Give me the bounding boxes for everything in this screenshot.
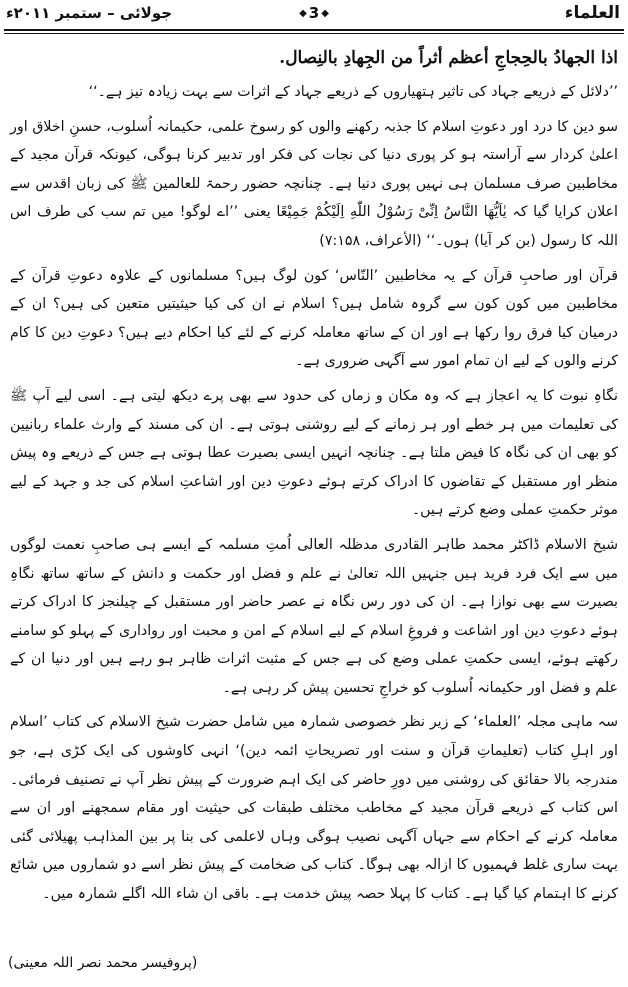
paragraph-dawah: سو دین کا درد اور دعوتِ اسلام کا جذبہ رکھنے والوں کو رسوخ علمی، حکیمانہ اُسلوب، حسنِ اخلاق اور اعلیٰ کردار سے آراستہ ہو کر پوری دنیا کی نجات کی فکر اور تدبیر کرنا ہوگی، کیونکہ قرآن مجید کے مخاطبین صرف مسلمان ہی نہیں پوری دنیا ہے۔ چنانچہ حضور رحمۃ للعالمین ﷺ کی زبان اقدس سے اعلان کرایا گیا کہ یٰاَیُّهَا النَّاسُ اِنِّیْ رَسُوْلُ اللّٰهِ اِلَیْكُمْ جَمِیْعًا یعنی ’’اے لوگو! میں تم سب کی طرف اس اللہ کا رسول (بن کر آیا) ہوں۔‘‘ (الأعراف، ۷:۱۵۸) (10, 118, 618, 249)
arabic-quote-heading: اذا الجهادُ بالحِجاجِ أعظم أثراً من الجِهادِ بالنِصال. (279, 48, 618, 68)
paragraph-shaykh: شیخ الاسلام ڈاکٹر محمد طاہر القادری مدظلہ العالی اُمتِ مسلمہ کے ایسے ہی صاحبِ نعمت لوگوں میں سے ایک فرد فرید ہیں جنہیں اللہ تعالیٰ نے علم و فضل اور حکمت و دانش کے ساتھ ساتھ نگاہِ بصیرت سے بھی نوازا ہے۔ ان کی دور رس نگاہ نے عصر حاضر اور مستقبل کے چیلنجز کا ادراک کرتے ہوئے دعوتِ دین اور اشاعت و فروغِ اسلام کے لیے اسلام کے امن و محبت اور رواداری کے پہلو کو سامنے رکھتے ہوئے، ایسی حکمتِ عملی وضع کی ہے جس کے مثبت اثرات ظاہر ہو رہے ہیں اور دنیا ان کے علم و فضل اور حکیمانہ اُسلوب کو خراجِ تحسین پیش کر رہی ہے۔ (10, 536, 618, 696)
paragraph-translation: ’’دلائل کے ذریعے جہاد کی تاثیر ہتھیاروں کے ذریعے جہاد کے اثرات سے بہت زیادہ تیز ہے۔‘‘ (88, 84, 618, 100)
issue-date: جولائی – ستمبر ۲۰۱۱ء (6, 4, 173, 22)
article-body (10, 40, 618, 915)
paragraph-prophethood: نگاہِ نبوت کا یہ اعجاز ہے کہ وہ مکان و زماں کی حدود سے بھی پرے دیکھ لیتی ہے۔ اسی لیے آپ ﷺ کی تعلیمات میں ہر خطے اور ہر زمانے کے لیے روشنی ہوتی ہے۔ ان کی مسند کے وارث علماء ربانیین کو بھی ان کی نگاہ کا فیض ملتا ہے۔ چنانچہ انہیں ایسی بصیرت عطا ہوتی ہے جس کے ذریعے وہ پیش منظر اور مستقبل کے تقاضوں کا ادراک کرتے ہوئے دعوتِ دین اور اشاعتِ اسلام کی جد و جہد کے لیے موثر حکمتِ عملی وضع کرتے ہیں۔ (10, 387, 618, 519)
page-header (0, 0, 628, 32)
page-number: ◆ 3 ◆ (296, 4, 332, 28)
author-signature: (پروفیسر محمد نصر اللہ معینی) (8, 955, 198, 971)
header-rule-thin (4, 33, 624, 34)
journal-title: العلماء (564, 3, 620, 23)
header-rule (4, 29, 624, 31)
paragraph-audience: قرآن اور صاحبِ قرآن کے یہ مخاطبین ’النّاس‘ کون لوگ ہیں؟ مسلمانوں کے علاوہ دعوتِ قرآن کے مخاطبین میں کون کون سے گروہ شامل ہیں؟ اسلام نے ان کی کیا حیثیتیں متعین کی ہیں؟ ان کے درمیان کیا فرق روا رکھا ہے اور ان کے ساتھ معاملہ کرنے کے لئے کیا احکام دیے ہیں؟ دعوتِ دین کا کام کرنے والوں کے لیے ان تمام امور سے آگہی ضروری ہے۔ (10, 267, 618, 370)
paragraph-journal: سہ ماہی مجلہ ’العلماء‘ کے زیر نظر خصوصی شمارہ میں شامل حضرت شیخ الاسلام کی کتاب ’اسلام اور اہلِ کتاب (تعلیماتِ قرآن و سنت اور تصریحاتِ ائمہ دین)‘ انہی کاوشوں کی ایک کڑی ہے، جو مندرجہ بالا حقائق کی روشنی میں دورِ حاضر کی ایک اہم ضرورت کے پیش نظر آپ نے تصنیف فرمائی۔ اس کتاب کے ذریعے قرآن مجید کے مخاطب مختلف طبقات کی حیثیت اور مقام سمجھنے اور ان سے معاملہ کرنے کے احکام سے جہاں آگہی نصیب ہوگی وہاں لاعلمی کی بنا پر بین المذاہب پھیلائی گئی بہت ساری غلط فہمیوں کا ازالہ بھی ہوگا۔ کتاب کی ضخامت کے پیش نظر اسے دو شماروں میں شائع کرنے کا اہتمام کیا گیا ہے۔ کتاب کا پہلا حصہ پیش خدمت ہے۔ باقی ان شاء اللہ اگلے شمارہ میں۔ (10, 714, 618, 903)
